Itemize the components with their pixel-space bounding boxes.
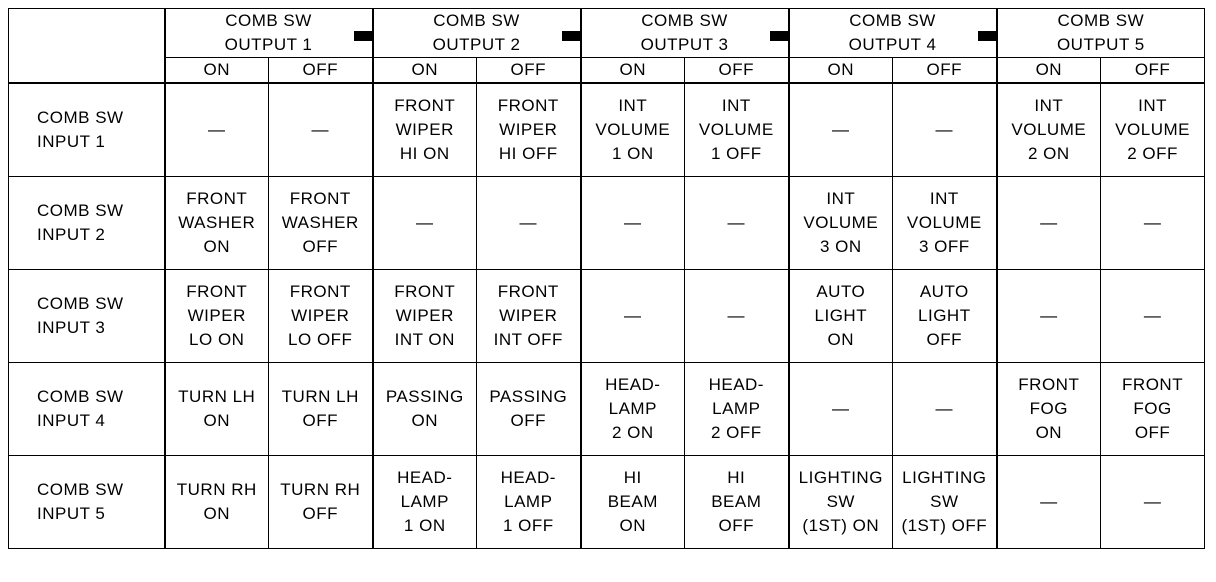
- matrix-cell: —: [1101, 177, 1205, 270]
- output-2-label: COMB SW OUTPUT 2: [432, 11, 521, 54]
- table-row: [9, 363, 1205, 456]
- matrix-cell: PASSING OFF: [477, 363, 581, 456]
- output-1-header: [165, 9, 373, 58]
- arrow-right-icon: [770, 25, 789, 47]
- output-1-off-header: OFF: [269, 58, 373, 84]
- arrow-right-icon: [562, 25, 581, 47]
- matrix-cell: HEAD- LAMP 2 OFF: [685, 363, 789, 456]
- switch-matrix-table: [8, 8, 1205, 549]
- table-row: [9, 177, 1205, 270]
- matrix-cell: FRONT WASHER OFF: [269, 177, 373, 270]
- output-3-off-header: OFF: [685, 58, 789, 84]
- matrix-cell: FRONT WIPER INT OFF: [477, 270, 581, 363]
- matrix-cell: HEAD- LAMP 1 ON: [373, 456, 477, 549]
- matrix-cell: LIGHTING SW (1ST) OFF: [893, 456, 997, 549]
- matrix-cell: —: [685, 270, 789, 363]
- matrix-cell: —: [789, 363, 893, 456]
- corner-cell: [9, 9, 165, 84]
- matrix-cell: —: [789, 83, 893, 177]
- input-5-label: COMB SW INPUT 5: [9, 456, 165, 549]
- output-5-off-header: OFF: [1101, 58, 1205, 84]
- output-4-label: COMB SW OUTPUT 4: [848, 11, 937, 54]
- matrix-cell: —: [269, 83, 373, 177]
- table-row: [9, 83, 1205, 177]
- matrix-cell: —: [893, 83, 997, 177]
- output-5-on-header: ON: [997, 58, 1101, 84]
- output-2-off-header: OFF: [477, 58, 581, 84]
- matrix-cell: FRONT FOG ON: [997, 363, 1101, 456]
- matrix-cell: —: [997, 270, 1101, 363]
- arrow-right-icon: [354, 25, 373, 47]
- output-4-off-header: OFF: [893, 58, 997, 84]
- matrix-cell: FRONT WIPER HI ON: [373, 83, 477, 177]
- matrix-cell: HEAD- LAMP 1 OFF: [477, 456, 581, 549]
- matrix-cell: TURN RH ON: [165, 456, 269, 549]
- matrix-cell: —: [893, 363, 997, 456]
- matrix-cell: LIGHTING SW (1ST) ON: [789, 456, 893, 549]
- input-3-label: COMB SW INPUT 3: [9, 270, 165, 363]
- matrix-cell: —: [373, 177, 477, 270]
- output-5-header: [997, 9, 1205, 58]
- input-1-label: COMB SW INPUT 1: [9, 83, 165, 177]
- output-4-on-header: ON: [789, 58, 893, 84]
- output-3-header: [581, 9, 789, 58]
- output-3-on-header: ON: [581, 58, 685, 84]
- matrix-cell: INT VOLUME 3 ON: [789, 177, 893, 270]
- input-2-label: COMB SW INPUT 2: [9, 177, 165, 270]
- matrix-cell: INT VOLUME 2 ON: [997, 83, 1101, 177]
- matrix-cell: HEAD- LAMP 2 ON: [581, 363, 685, 456]
- matrix-cell: —: [477, 177, 581, 270]
- matrix-cell: —: [997, 456, 1101, 549]
- output-4-header: [789, 9, 997, 58]
- matrix-cell: —: [1101, 456, 1205, 549]
- input-4-label: COMB SW INPUT 4: [9, 363, 165, 456]
- matrix-cell: INT VOLUME 1 OFF: [685, 83, 789, 177]
- output-header-row: [9, 9, 1205, 58]
- matrix-cell: —: [997, 177, 1101, 270]
- matrix-cell: —: [581, 270, 685, 363]
- output-5-label: COMB SW OUTPUT 5: [1056, 11, 1145, 54]
- matrix-cell: —: [581, 177, 685, 270]
- table-row: [9, 456, 1205, 549]
- output-3-label: COMB SW OUTPUT 3: [640, 11, 729, 54]
- matrix-cell: INT VOLUME 3 OFF: [893, 177, 997, 270]
- output-1-label: COMB SW OUTPUT 1: [224, 11, 313, 54]
- matrix-body: [9, 83, 1205, 549]
- matrix-cell: FRONT WIPER LO OFF: [269, 270, 373, 363]
- matrix-cell: HI BEAM ON: [581, 456, 685, 549]
- matrix-cell: HI BEAM OFF: [685, 456, 789, 549]
- matrix-cell: INT VOLUME 2 OFF: [1101, 83, 1205, 177]
- matrix-cell: PASSING ON: [373, 363, 477, 456]
- arrow-right-icon: [978, 25, 997, 47]
- matrix-cell: TURN LH OFF: [269, 363, 373, 456]
- matrix-cell: TURN LH ON: [165, 363, 269, 456]
- matrix-cell: —: [1101, 270, 1205, 363]
- table-row: [9, 270, 1205, 363]
- combination-switch-matrix: [8, 8, 1205, 549]
- matrix-cell: INT VOLUME 1 ON: [581, 83, 685, 177]
- matrix-cell: FRONT WIPER HI OFF: [477, 83, 581, 177]
- matrix-cell: FRONT WASHER ON: [165, 177, 269, 270]
- matrix-cell: FRONT FOG OFF: [1101, 363, 1205, 456]
- matrix-cell: —: [165, 83, 269, 177]
- matrix-cell: FRONT WIPER LO ON: [165, 270, 269, 363]
- output-2-on-header: ON: [373, 58, 477, 84]
- matrix-cell: AUTO LIGHT OFF: [893, 270, 997, 363]
- on-off-header-row: [9, 58, 1205, 84]
- output-1-on-header: ON: [165, 58, 269, 84]
- matrix-cell: FRONT WIPER INT ON: [373, 270, 477, 363]
- output-2-header: [373, 9, 581, 58]
- matrix-cell: AUTO LIGHT ON: [789, 270, 893, 363]
- matrix-cell: —: [685, 177, 789, 270]
- matrix-cell: TURN RH OFF: [269, 456, 373, 549]
